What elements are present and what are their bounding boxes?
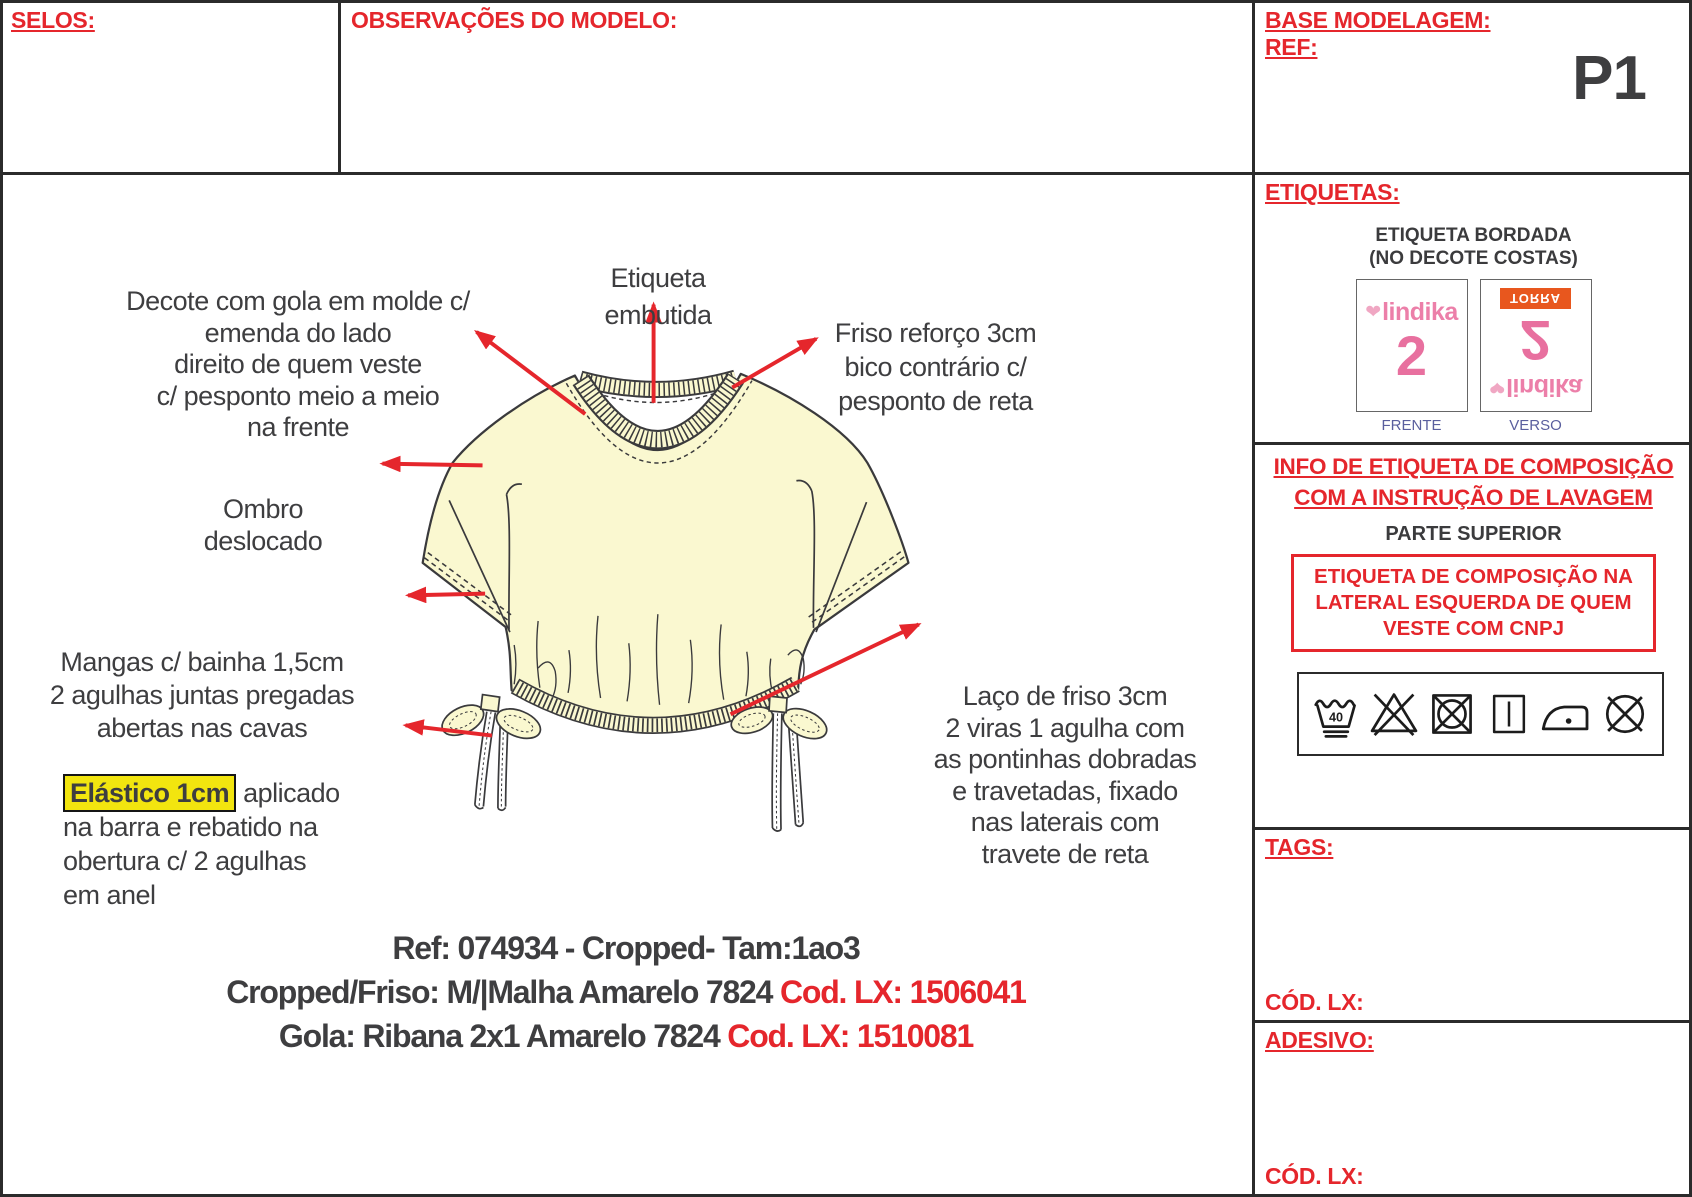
- etiquetas-title: ETIQUETAS:: [1265, 179, 1400, 205]
- base-modelagem-title: BASE MODELAGEM:: [1265, 7, 1491, 33]
- parte-superior-label: PARTE SUPERIOR: [1385, 523, 1562, 545]
- label-front-image: [1356, 279, 1468, 412]
- base-modelagem-value: P1: [1572, 44, 1646, 113]
- brand-name: lindika: [1382, 298, 1458, 326]
- info-composicao-title: INFO DE ETIQUETA DE COMPOSIÇÃO COM A INSTRUÇÃO DE LAVAGEM: [1273, 454, 1674, 510]
- heart-icon: ❤: [1365, 302, 1382, 323]
- neck-back-band: [580, 378, 736, 389]
- cod-lx-1510081: Cod. LX: 1510081: [727, 1018, 974, 1054]
- arrow-ombro: [382, 464, 482, 466]
- reference-block: [31, 926, 1221, 1058]
- observacoes-box: [341, 3, 1252, 172]
- label-back-flipped-content: [1481, 280, 1591, 411]
- label-samples-row: [1265, 279, 1682, 434]
- do-not-dry-clean-icon: [1598, 686, 1652, 742]
- do-not-tumble-dry-icon: [1425, 686, 1479, 742]
- gola-line: Gola: Ribana 2x1 Amarelo 7824 Cod. LX: 1510081: [278, 1018, 974, 1054]
- drawing-area: [3, 178, 1252, 1194]
- label-front-card: [1356, 279, 1468, 434]
- adesivo-section: [1255, 1023, 1692, 1194]
- care-symbols-box: [1297, 672, 1664, 756]
- label-back-image: [1480, 279, 1592, 412]
- right-column: [1252, 3, 1692, 1194]
- annotation-elastico: Elástico 1cm aplicado na barra e rebatido na obertura c/ 2 agulhas em anel: [63, 776, 393, 912]
- heart-icon: ❤: [1489, 376, 1506, 397]
- ref-line: Ref: 074934 - Cropped- Tam:1ao3: [392, 930, 860, 966]
- annotation-laco: Laço de friso 3cm 2 viras 1 agulha com as pontinhas dobradas e travetadas, fixado nas laterais com travete de reta: [933, 681, 1197, 869]
- hem-bow-right: [728, 696, 831, 831]
- selos-title: SELOS:: [11, 7, 95, 33]
- arrow-mangas: [408, 594, 485, 596]
- top-row: [3, 3, 1252, 175]
- annotation-etiqueta: Etiqueta embutida: [604, 263, 712, 330]
- fabric-line: Cropped/Friso: M/|Malha Amarelo 7824 Cod. LX: 1506041: [226, 974, 1026, 1010]
- do-not-bleach-icon: [1367, 686, 1421, 742]
- svg-text:40: 40: [1328, 710, 1344, 725]
- ref-label: REF:: [1265, 34, 1318, 60]
- tags-cod-lx-label: CÓD. LX:: [1265, 989, 1364, 1015]
- tags-title: TAGS:: [1265, 834, 1334, 860]
- iron-low-heat-icon: [1538, 686, 1594, 742]
- annotation-ombro: Ombro deslocado: [203, 494, 323, 556]
- adesivo-cod-lx-label: CÓD. LX:: [1265, 1163, 1364, 1189]
- selos-box: [3, 3, 341, 172]
- line-dry-icon: [1484, 686, 1534, 742]
- hem-bow-left: [437, 695, 544, 811]
- wash-40-very-gentle-icon: [1309, 686, 1363, 742]
- cod-lx-1506041: Cod. LX: 1506041: [779, 974, 1026, 1010]
- observacoes-title: OBSERVAÇÕES DO MODELO:: [351, 7, 678, 33]
- front-caption: FRENTE: [1381, 417, 1442, 434]
- annotation-mangas: Mangas c/ bainha 1,5cm 2 agulhas juntas pregadas abertas nas cavas: [49, 647, 355, 743]
- annotation-decote: Decote com gola em molde c/ emenda do lado direito de quem veste c/ pesponto meio a meio na frente: [126, 286, 470, 442]
- etiqueta-bordada-subtitle: ETIQUETA BORDADA (NO DECOTE COSTAS): [1369, 225, 1578, 269]
- etiquetas-section: [1255, 175, 1692, 445]
- tags-section: [1255, 830, 1692, 1023]
- adesivo-title: ADESIVO:: [1265, 1027, 1374, 1053]
- base-modelagem-section: [1255, 3, 1692, 175]
- size-number: 2: [1395, 324, 1428, 387]
- brand-tag-flipped-text: TORRA: [1500, 288, 1571, 309]
- elastico-highlight: Elástico 1cm: [63, 774, 236, 812]
- info-composicao-section: [1255, 445, 1692, 830]
- label-back-card: [1480, 279, 1592, 434]
- annotation-friso: Friso reforço 3cm bico contrário c/ pesponto de reta: [834, 318, 1037, 416]
- composicao-note-box: ETIQUETA DE COMPOSIÇÃO NA LATERAL ESQUERDA DE QUEM VESTE COM CNPJ: [1291, 554, 1656, 652]
- brand-name-reverse: lindika: [1506, 373, 1582, 401]
- size-number-reverse: 2: [1519, 309, 1552, 372]
- back-caption: VERSO: [1509, 417, 1562, 434]
